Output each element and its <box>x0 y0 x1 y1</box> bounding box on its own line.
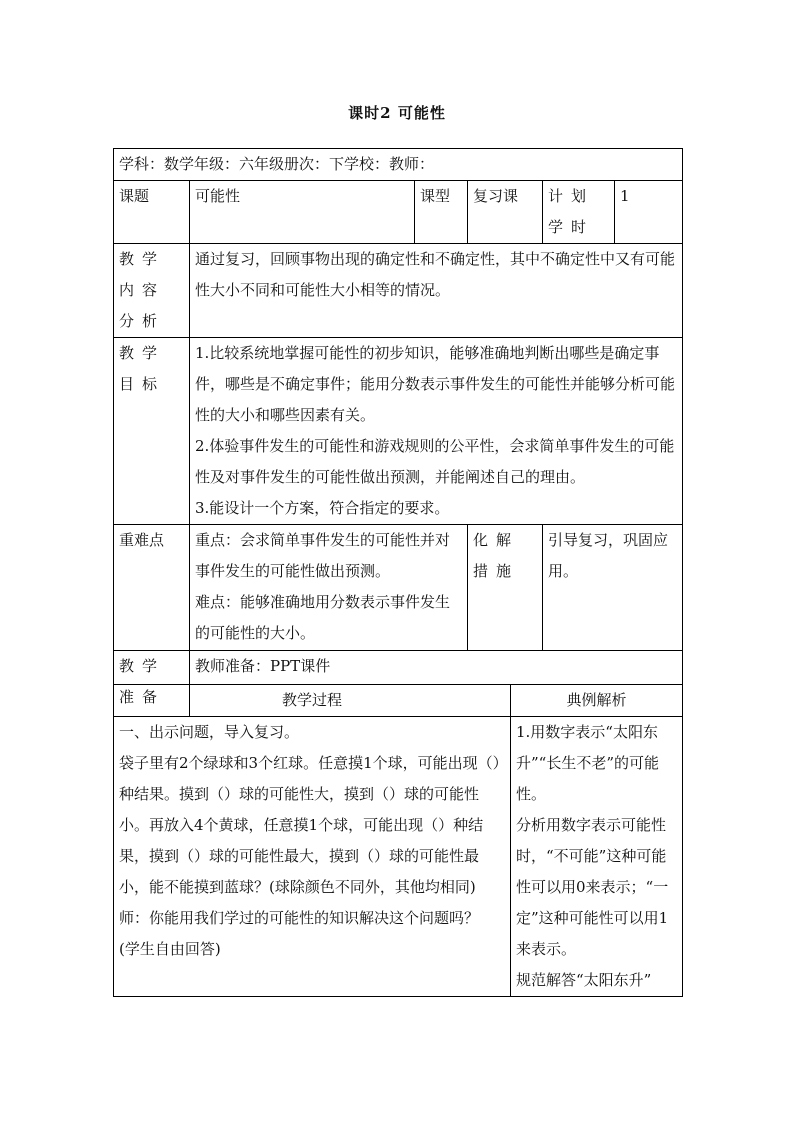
example-line: 分析用数字表示可能性时，“不可能”这种可能性可以用0来表示；“一定”这种可能性可以用1来表示。 <box>516 816 669 958</box>
key-point: 重点：会求简单事件发生的可能性并对事件发生的可能性做出预测。 <box>195 531 451 580</box>
type-label: 课型 <box>415 181 468 244</box>
content-text: 通过复习，回顾事物出现的确定性和不确定性，其中不确定性中又有可能性大小不同和可能性大小相等的情况。 <box>190 244 683 338</box>
prep-value: 教师准备：PPT课件 <box>190 651 683 717</box>
process-line: (学生自由回答) <box>119 940 221 958</box>
header-row: 学科：数学年级：六年级册次：下学校：教师： <box>114 149 683 181</box>
type-value: 复习课 <box>468 181 543 244</box>
goals-cell <box>190 338 683 525</box>
goal-item: 2.体验事件发生的可能性和游戏规则的公平性，会求简单事件发生的可能性及对事件发生的可能性做出预测，并能阐述自己的理由。 <box>195 437 675 486</box>
example-line: 1.用数字表示“太阳东升”“长生不老”的可能性。 <box>516 723 660 803</box>
example-line: 规范解答“太阳东升” <box>516 971 652 989</box>
hard-point: 难点：能够准确地用分数表示事件发生的可能性的大小。 <box>195 593 451 642</box>
process-line: 袋子里有2个绿球和3个红球。任意摸1个球，可能出现（）种结果。摸到（）球的可能性大，摸到（）球的可能性小。再放入4个黄球，任意摸1个球，可能出现（）种结果，摸到（）球的可能性最大，摸到（）球的可能性最小，能不能摸到蓝球？(球除颜色不同外，其他均相同) <box>119 754 501 896</box>
process-line: 一、出示问题，导入复习。 <box>119 723 300 741</box>
hours-value: 1 <box>615 181 683 244</box>
goal-item: 3.能设计一个方案，符合指定的要求。 <box>195 499 450 517</box>
difficulty-cell <box>190 525 468 651</box>
solve-label: 化解措施 <box>468 525 543 651</box>
hours-label: 计划学时 <box>543 181 615 244</box>
example-cell <box>511 717 683 997</box>
page-title: 课时2 可能性 <box>348 104 446 122</box>
example-header: 典例解析 <box>511 685 683 717</box>
lesson-info-table <box>113 148 683 717</box>
goals-label: 教学目标 <box>114 338 190 525</box>
content-label: 教学内容分析 <box>114 244 190 338</box>
process-cell <box>114 717 511 997</box>
topic-label: 课题 <box>114 181 190 244</box>
solve-value: 引导复习，巩固应用。 <box>543 525 683 651</box>
topic-value: 可能性 <box>190 181 415 244</box>
process-header: 教学过程 <box>114 685 511 717</box>
goal-item: 1.比较系统地掌握可能性的初步知识，能够准确地判断出哪些是确定事件，哪些是不确定事件；能用分数表示事件发生的可能性并能够分析可能性的大小和哪些因素有关。 <box>195 344 676 424</box>
process-line: 师：你能用我们学过的可能性的知识解决这个问题吗？ <box>119 909 480 927</box>
difficulty-label: 重难点 <box>114 525 190 651</box>
process-table <box>113 684 683 997</box>
prep-label: 教学准备 <box>114 651 190 717</box>
